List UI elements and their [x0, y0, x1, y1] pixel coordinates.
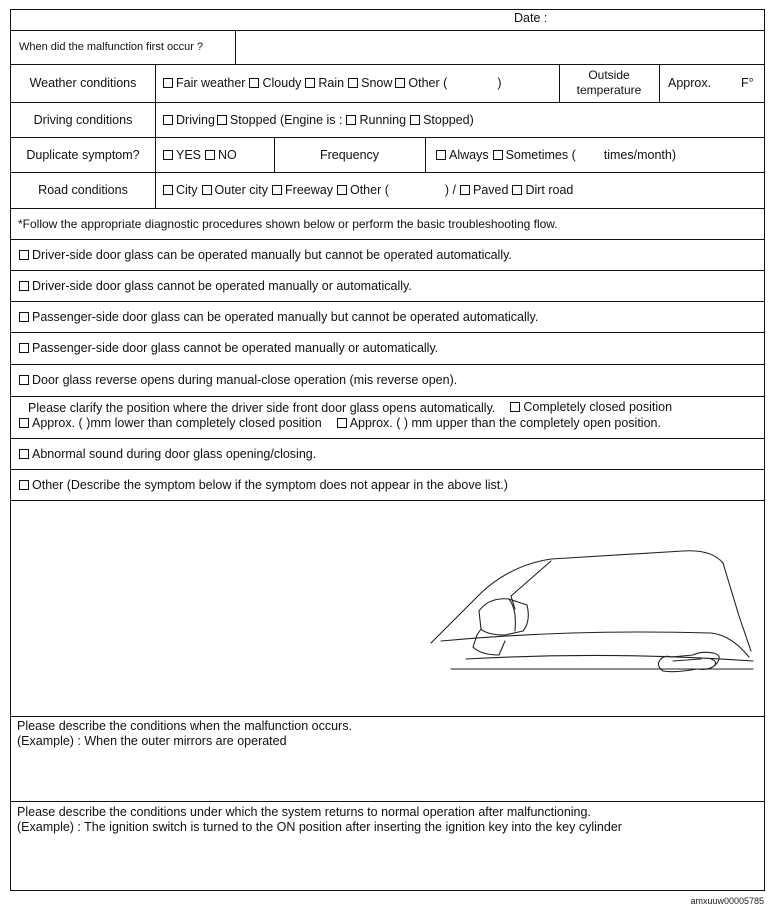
checkbox-icon[interactable]: [510, 402, 520, 412]
col-divider: [235, 30, 236, 64]
checkbox-icon[interactable]: [346, 115, 356, 125]
checkbox-icon[interactable]: [217, 115, 227, 125]
symptom-row[interactable]: Passenger-side door glass can be operated manually but cannot be operated automatically.: [19, 301, 759, 332]
checkbox-icon[interactable]: [163, 78, 173, 88]
checkbox-icon[interactable]: [19, 375, 29, 385]
checkbox-icon[interactable]: [19, 343, 29, 353]
driving-stopped[interactable]: Stopped (Engine is :: [217, 113, 343, 127]
checkbox-icon[interactable]: [19, 449, 29, 459]
engine-running[interactable]: Running: [346, 113, 406, 127]
checkbox-icon[interactable]: [19, 312, 29, 322]
weather-other-close: ): [497, 76, 502, 90]
road-freeway[interactable]: Freeway: [272, 183, 333, 197]
weather-snow[interactable]: Snow: [348, 76, 392, 90]
clarify-line2: [19, 416, 764, 431]
row-divider: [11, 716, 764, 717]
frequency-sometimes[interactable]: Sometimes (: [493, 148, 576, 162]
road-options: [163, 172, 763, 208]
duplicate-no[interactable]: NO: [205, 148, 237, 162]
checkbox-icon[interactable]: [163, 115, 173, 125]
frequency-options: [436, 137, 756, 172]
road-dirt[interactable]: Dirt road: [512, 183, 573, 197]
checkbox-icon[interactable]: [163, 185, 173, 195]
road-outer-city[interactable]: Outer city: [202, 183, 269, 197]
row-divider: [11, 801, 764, 802]
driving-options: [163, 102, 763, 137]
checkbox-icon[interactable]: [410, 115, 420, 125]
checkbox-icon[interactable]: [348, 78, 358, 88]
checkbox-icon[interactable]: [205, 150, 215, 160]
checkbox-icon[interactable]: [493, 150, 503, 160]
col-divider: [155, 64, 156, 208]
checkbox-icon[interactable]: [163, 150, 173, 160]
checkbox-icon[interactable]: [19, 480, 29, 490]
weather-cloudy[interactable]: Cloudy: [249, 76, 301, 90]
checkbox-icon[interactable]: [337, 185, 347, 195]
clarify-upper[interactable]: Approx. ( ) mm upper than the completely open position.: [337, 416, 661, 430]
weather-rain[interactable]: Rain: [305, 76, 344, 90]
symptom-row[interactable]: Driver-side door glass cannot be operated manually or automatically.: [19, 270, 759, 301]
symptom-other[interactable]: Other (Describe the symptom below if the symptom does not appear in the above list.): [19, 469, 759, 500]
date-label: Date :: [514, 11, 548, 25]
checkbox-icon[interactable]: [512, 185, 522, 195]
weather-options: [163, 64, 559, 102]
col-divider: [425, 137, 426, 172]
clarify-lower[interactable]: Approx. ( )mm lower than completely closed position: [19, 416, 322, 430]
describe-returns-normal[interactable]: Please describe the conditions under which the system returns to normal operation after malfunctioning. (Example) : The ignition switch is turned to the ON position after inserting the ignition key into the key cylinder: [17, 805, 622, 834]
duplicate-yes[interactable]: YES: [163, 148, 201, 162]
checkbox-icon[interactable]: [272, 185, 282, 195]
weather-fair[interactable]: Fair weather: [163, 76, 245, 90]
outside-temp-label: Outside temperature: [576, 68, 642, 97]
duplicate-label: Duplicate symptom?: [26, 147, 140, 162]
car-door-mirror-illustration: [11, 501, 764, 716]
describe-occurs[interactable]: Please describe the conditions when the malfunction occurs. (Example) : When the outer mirrors are operated: [17, 719, 352, 748]
figure-id: amxuuw00005785: [690, 896, 764, 906]
checkbox-icon[interactable]: [460, 185, 470, 195]
driving-driving[interactable]: Driving: [163, 113, 215, 127]
road-city[interactable]: City: [163, 183, 198, 197]
row-divider: [11, 396, 764, 397]
diagnostic-form: [10, 9, 765, 891]
approx-label: Approx.: [668, 76, 712, 90]
checkbox-icon[interactable]: [249, 78, 259, 88]
symptom-row[interactable]: Passenger-side door glass cannot be operated manually or automatically.: [19, 332, 759, 364]
engine-stopped[interactable]: Stopped): [410, 113, 474, 127]
checkbox-icon[interactable]: [19, 250, 29, 260]
col-divider: [659, 64, 660, 102]
checkbox-icon[interactable]: [19, 418, 29, 428]
follow-note: *Follow the appropriate diagnostic procedures shown below or perform the basic troubleshooting flow.: [18, 216, 558, 231]
symptom-abnormal-sound[interactable]: Abnormal sound during door glass opening/closing.: [19, 438, 759, 469]
weather-other[interactable]: Other (: [395, 76, 447, 90]
checkbox-icon[interactable]: [19, 281, 29, 291]
times-per-month: times/month): [603, 147, 676, 162]
clarify-closed[interactable]: Completely closed position: [510, 400, 672, 414]
road-other[interactable]: Other (: [337, 183, 389, 197]
temp-unit: F°: [741, 76, 754, 90]
symptom-row[interactable]: Driver-side door glass can be operated manually but cannot be operated automatically.: [19, 239, 759, 270]
checkbox-icon[interactable]: [395, 78, 405, 88]
duplicate-options: [163, 137, 273, 172]
road-separator: ) /: [444, 183, 456, 197]
clarify-line1: Please clarify the position where the driver side front door glass opens automatically. Completely closed position: [28, 400, 673, 415]
symptom-row[interactable]: Door glass reverse opens during manual-close operation (mis reverse open).: [19, 364, 759, 396]
frequency-always[interactable]: Always: [436, 148, 489, 162]
road-label: Road conditions: [38, 183, 128, 197]
frequency-label: Frequency: [319, 147, 380, 162]
driving-label: Driving conditions: [33, 112, 133, 127]
road-paved[interactable]: Paved: [460, 183, 508, 197]
checkbox-icon[interactable]: [436, 150, 446, 160]
weather-label: Weather conditions: [29, 76, 137, 90]
checkbox-icon[interactable]: [202, 185, 212, 195]
checkbox-icon[interactable]: [305, 78, 315, 88]
symptom-drawing-area[interactable]: [11, 501, 764, 716]
checkbox-icon[interactable]: [337, 418, 347, 428]
first-occur-label: When did the malfunction first occur ?: [19, 41, 204, 53]
